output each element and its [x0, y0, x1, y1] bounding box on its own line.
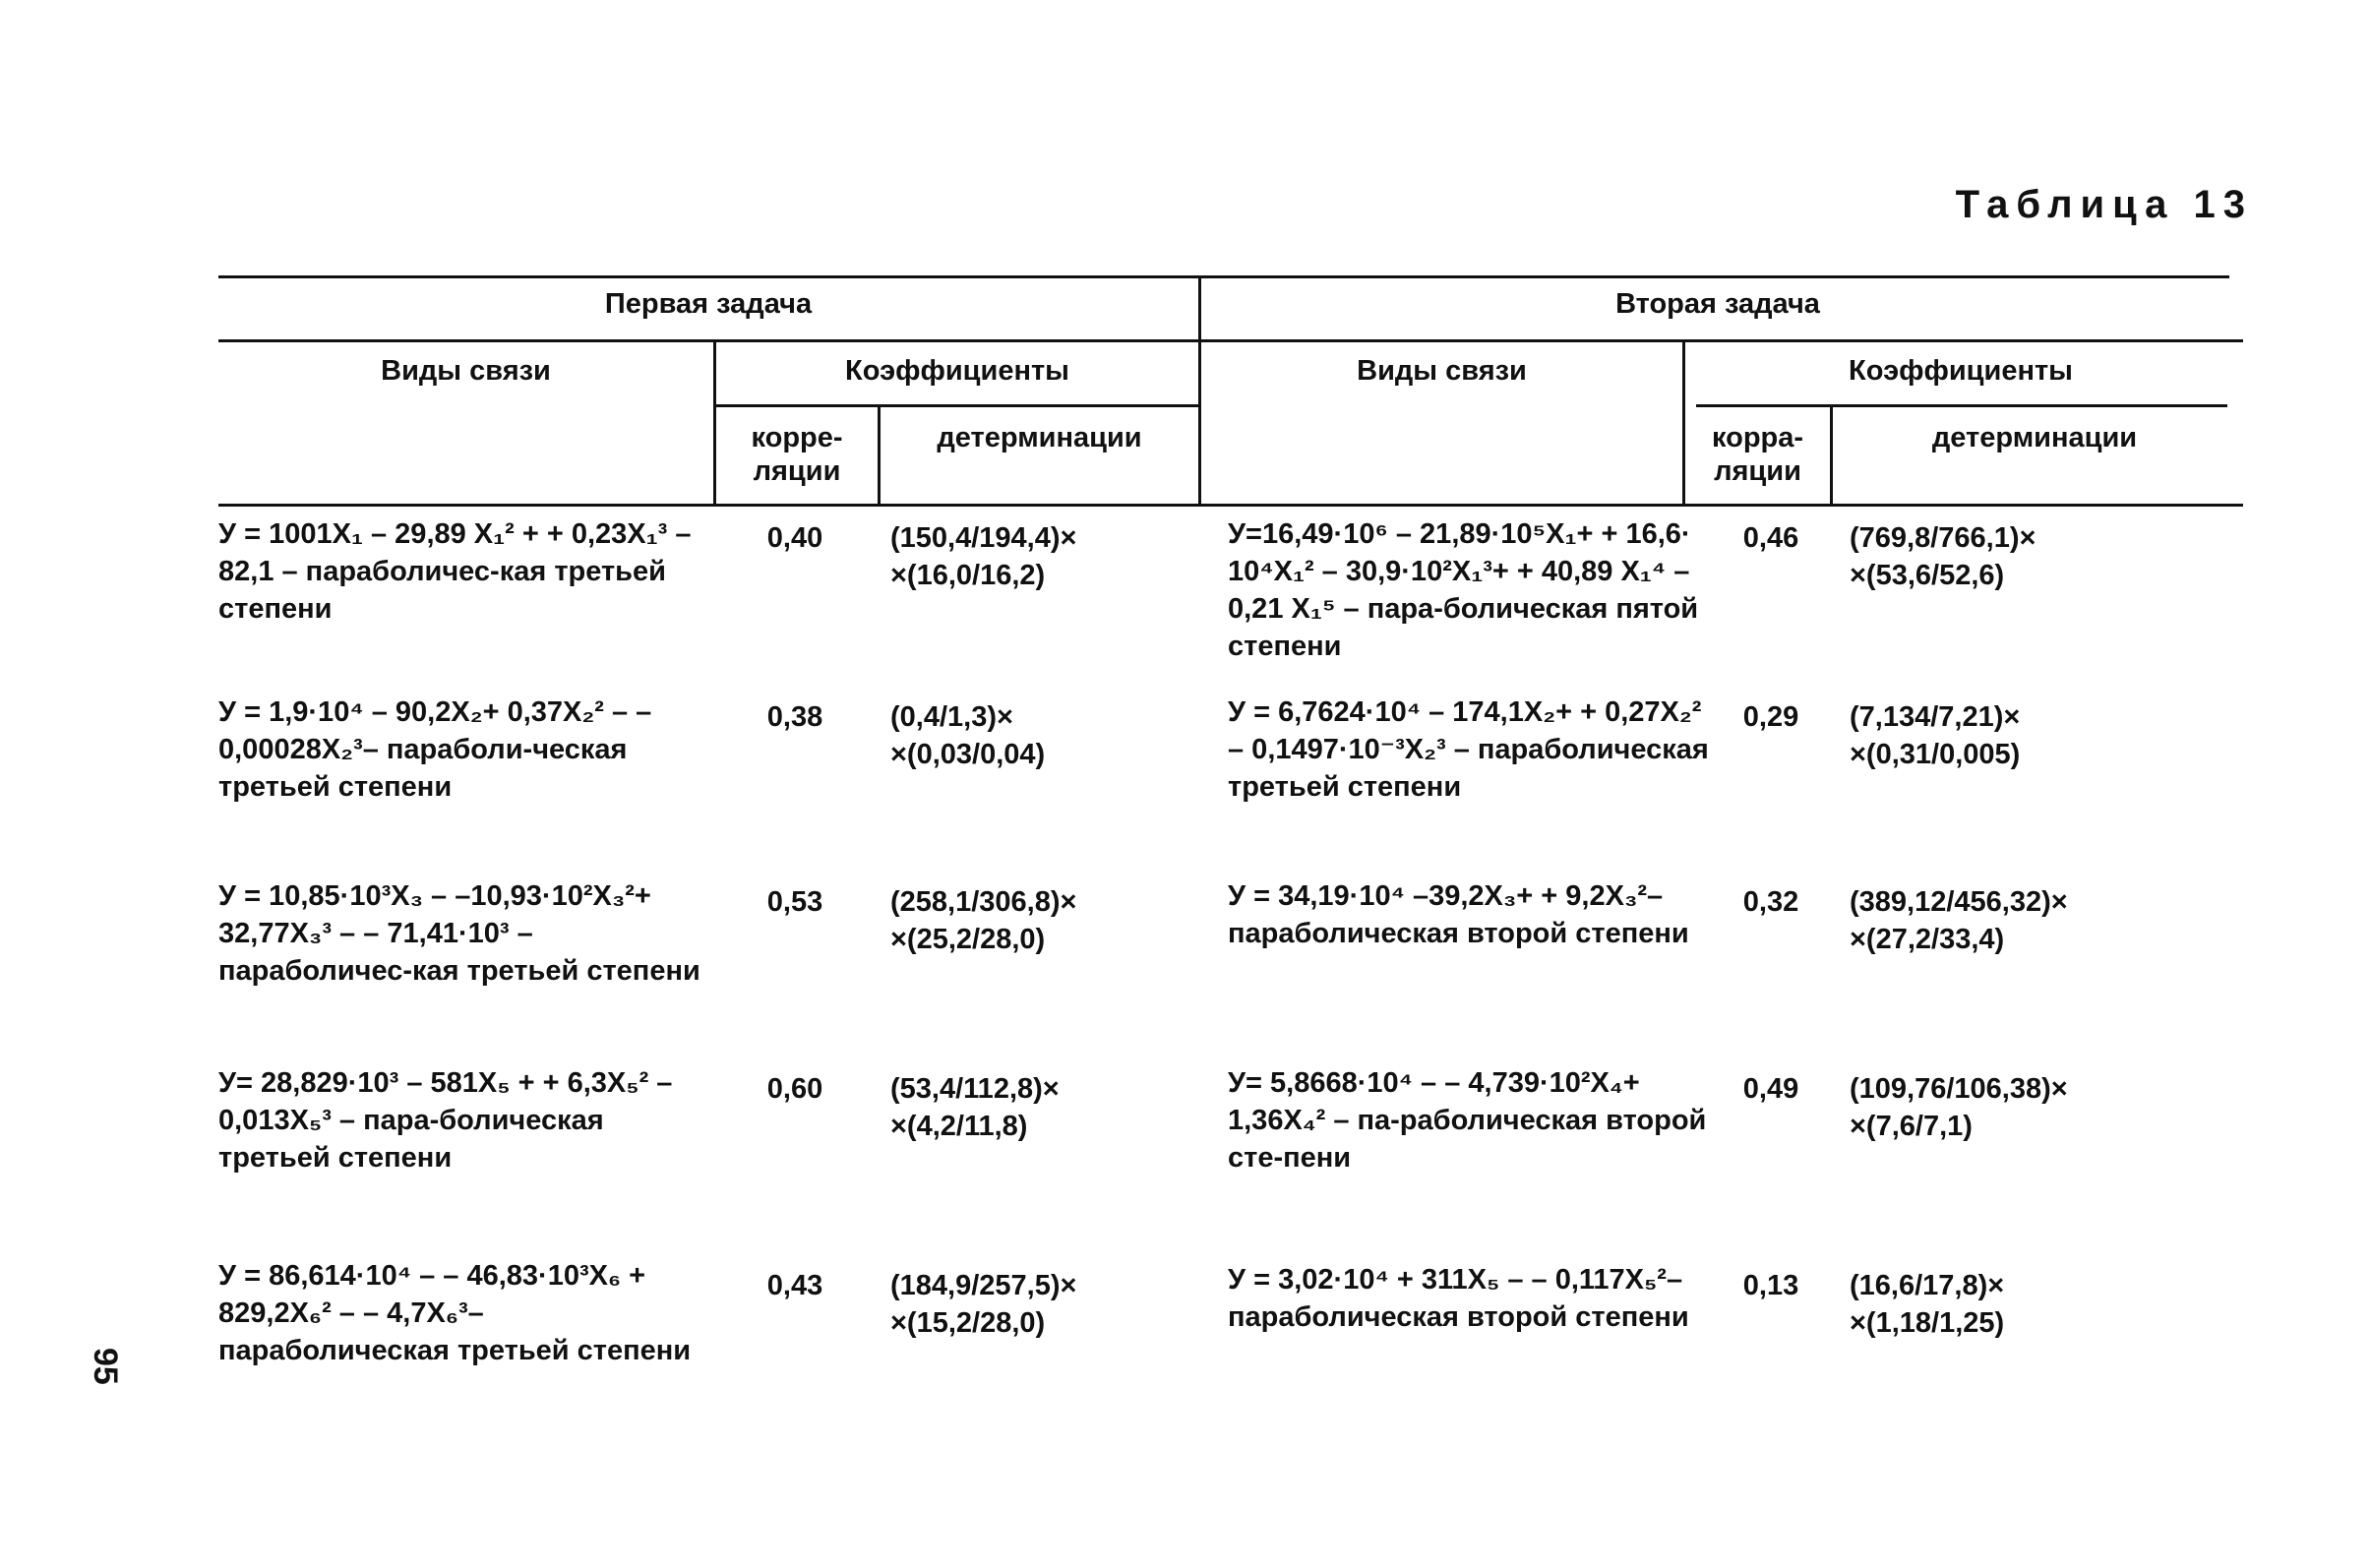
table-row-2-second-determination: (7,134/7,21)× ×(0,31/0,005) — [1850, 701, 2021, 770]
task-header-rule — [218, 339, 2243, 342]
table-row-3-second-correlation: 0,32 — [1742, 886, 1799, 918]
kinds-header-left: Виды связи — [381, 355, 551, 387]
table-row-1-second-determination: (769,8/766,1)× ×(53,6/52,6) — [1850, 522, 2037, 591]
table-row-4-second-determination: (109,76/106,38)× ×(7,6/7,1) — [1850, 1073, 2068, 1142]
table-row-2-first-formula: У = 1,9·10⁴ – 90,2Х₂+ 0,37Х₂² – – 0,00028Х₂³– параболи-ческая третьей степени — [218, 696, 652, 803]
determination-header-right: детерминации — [1931, 422, 2138, 453]
header-bottom-rule — [218, 504, 2243, 507]
table-top-rule — [218, 275, 2229, 278]
kinds-header-right: Виды связи — [1357, 355, 1527, 387]
table-row-4-first-formula: У= 28,829·10³ – 581Х₅ + + 6,3Х₅² – 0,013Х₅³ – пара-болическая третьей степени — [218, 1067, 673, 1174]
table-row-3-first-determination: (258,1/306,8)× ×(25,2/28,0) — [890, 886, 1077, 955]
table-row-1-first-correlation: 0,40 — [766, 522, 823, 554]
correlation-header-right: корра- ляции — [1711, 422, 1804, 487]
table-row-1-second-formula: У=16,49·10⁶ – 21,89·10⁵Х₁+ + 16,6· 10⁴Х₁² – 30,9·10²Х₁³+ + 40,89 Х₁⁴ – 0,21 Х₁⁵ – пара-болическая пятой степени — [1228, 518, 1699, 662]
determination-header-left: детерминации — [937, 422, 1142, 453]
coefficients-header-right: Коэффициенты — [1849, 355, 2073, 387]
page-number: 95 — [87, 1348, 124, 1385]
first-task-header: Первая задача — [604, 288, 813, 320]
table-row-2-first-correlation: 0,38 — [766, 701, 823, 733]
table-row-4-second-correlation: 0,49 — [1742, 1073, 1799, 1105]
table-row-1-second-correlation: 0,46 — [1742, 522, 1799, 554]
table-row-2-second-correlation: 0,29 — [1742, 701, 1799, 733]
table-row-5-first-correlation: 0,43 — [766, 1270, 823, 1301]
table-row-3-second-formula: У = 34,19·10⁴ –39,2Х₃+ + 9,2Х₃²– параболическая второй степени — [1228, 880, 1689, 949]
table-row-1-first-formula: У = 1001Х₁ – 29,89 Х₁² + + 0,23Х₁³ –82,1 – параболичес-кая третьей степени — [218, 518, 692, 625]
coefficients-rule-right — [1696, 404, 2227, 407]
table-row-4-first-determination: (53,4/112,8)× ×(4,2/11,8) — [890, 1073, 1060, 1142]
table-row-1-first-determination: (150,4/194,4)× ×(16,0/16,2) — [890, 522, 1077, 591]
table-row-2-first-determination: (0,4/1,3)× ×(0,03/0,04) — [890, 701, 1046, 770]
table-row-5-first-determination: (184,9/257,5)× ×(15,2/28,0) — [890, 1270, 1077, 1339]
table-row-3-first-formula: У = 10,85·10³Х₃ – –10,93·10²Х₃²+ 32,77Х₃³ – – 71,41·10³ – параболичес-кая третьей степени — [218, 880, 700, 987]
table-row-3-first-correlation: 0,53 — [766, 886, 823, 918]
correlation-header-left: корре- ляции — [751, 422, 843, 487]
table-caption: Таблица 13 — [1955, 183, 2253, 226]
coefficients-rule-left — [716, 404, 1198, 407]
table-row-3-second-determination: (389,12/456,32)× ×(27,2/33,4) — [1850, 886, 2068, 955]
table-row-4-second-formula: У= 5,8668·10⁴ – – 4,739·10²Х₄+ 1,36Х₄² – па-раболическая второй сте-пени — [1228, 1067, 1707, 1174]
table-row-5-second-formula: У = 3,02·10⁴ + 311Х₅ – – 0,117Х₅²– параболическая второй степени — [1228, 1264, 1689, 1333]
table-row-5-first-formula: У = 86,614·10⁴ – – 46,83·10³Х₆ + 829,2Х₆² – – 4,7Х₆³– параболическая третьей степени — [218, 1260, 692, 1366]
table-row-2-second-formula: У = 6,7624·10⁴ – 174,1Х₂+ + 0,27Х₂² – 0,1497·10⁻³Х₂³ – параболическая третьей степени — [1228, 696, 1709, 803]
second-task-header: Вторая задача — [1615, 288, 1820, 320]
table-row-4-first-correlation: 0,60 — [766, 1073, 823, 1105]
table-row-5-second-correlation: 0,13 — [1742, 1270, 1799, 1301]
coefficients-header-left: Коэффициенты — [845, 355, 1069, 387]
table-row-5-second-determination: (16,6/17,8)× ×(1,18/1,25) — [1850, 1270, 2005, 1339]
